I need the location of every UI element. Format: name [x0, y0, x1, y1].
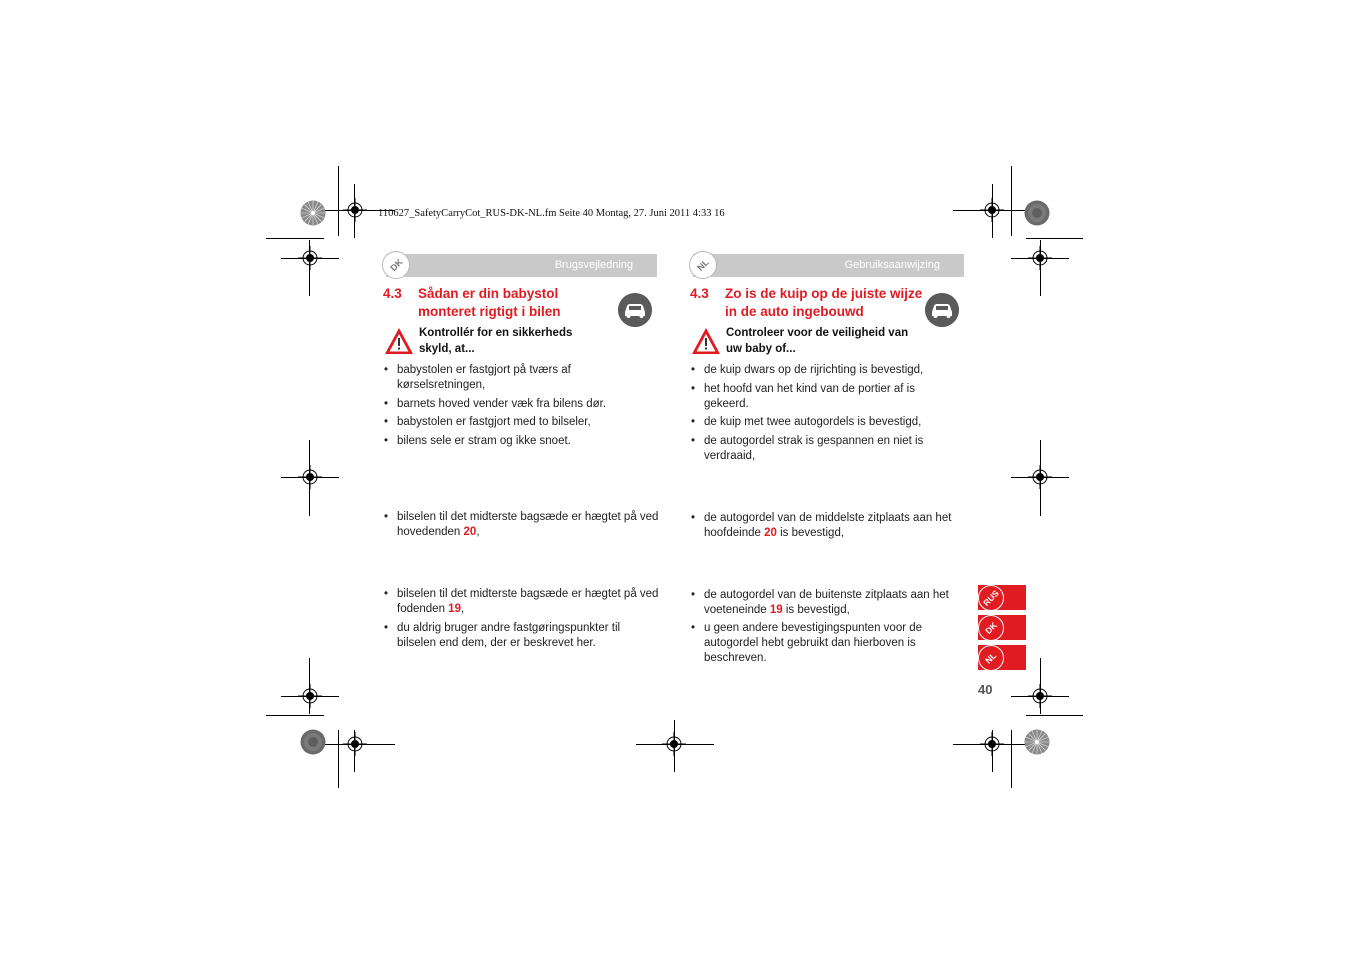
- list-item: • de kuip met twee autogordels is bevestigd,: [691, 416, 922, 428]
- part-number: 19: [769, 604, 783, 616]
- lang-tab-badge: DK: [978, 615, 1004, 641]
- part-number: 20: [764, 527, 777, 539]
- list-item: • du aldrig bruger andre fastgøringspunkter til bilselen end dem, der er beskrevet her.: [384, 622, 621, 649]
- page-number: 40: [978, 682, 993, 697]
- warning-triangle-icon: [691, 327, 721, 355]
- left-header-title: Brugsvejledning: [554, 259, 633, 271]
- color-rosette-icon: [300, 729, 326, 755]
- left-section-number: 4.3: [383, 286, 402, 301]
- lang-tab-rus[interactable]: [978, 585, 1026, 610]
- right-section-number: 4.3: [690, 286, 709, 301]
- list-item: • de autogordel van de middelste zitplaats aan het hoofdeinde 20 is bevestigd,: [691, 512, 952, 539]
- left-header-bar: [386, 254, 657, 277]
- left-warning-text: Kontrollér for en sikkerheds skyld, at...: [419, 327, 573, 355]
- lang-tab-badge: RUS: [978, 585, 1004, 611]
- part-number: 19: [448, 603, 461, 615]
- list-item: • de autogordel strak is gespannen en niet is verdraaid,: [691, 435, 924, 462]
- color-rosette-icon: [300, 200, 326, 226]
- lang-tab-nl[interactable]: [978, 645, 1026, 670]
- list-item: • barnets hoved vender væk fra bilens dør.: [384, 398, 607, 410]
- list-item: • het hoofd van het kind van de portier af is gekeerd.: [691, 383, 915, 410]
- lang-badge-nl: NL: [689, 251, 717, 279]
- print-slug: 110627_SafetyCarryCot_RUS-DK-NL.fm Seite 40 Montag, 27. Juni 2011 4:33 16: [378, 208, 725, 219]
- color-rosette-icon: [1024, 200, 1050, 226]
- list-item: • babystolen er fastgjort på tværs af kørselsretningen,: [384, 364, 571, 391]
- right-header-bar: [693, 254, 964, 277]
- list-item: • bilselen til det midterste bagsæde er hægtet på ved hovedenden 20,: [384, 511, 659, 538]
- list-item: • bilselen til det midterste bagsæde er hægtet på ved fodenden 19,: [384, 588, 659, 615]
- car-icon: [618, 293, 652, 327]
- list-item: • de autogordel van de buitenste zitplaats aan het voeteneinde 19 is bevestigd,: [691, 589, 949, 616]
- right-warning-text: Controleer voor de veiligheid van uw baby of...: [726, 327, 909, 355]
- list-item: • de kuip dwars op de rijrichting is bevestigd,: [691, 364, 924, 376]
- car-icon: [925, 293, 959, 327]
- right-header-title: Gebruiksaanwijzing: [844, 259, 940, 271]
- left-section-title: Sådan er din babystol monteret rigtigt i bilen: [418, 286, 561, 319]
- part-number: 20: [463, 526, 477, 538]
- warning-triangle-icon: [384, 327, 414, 355]
- color-rosette-icon: [1024, 729, 1050, 755]
- list-item: • babystolen er fastgjort med to bilseler,: [384, 416, 591, 428]
- left-section-heading: [383, 285, 623, 325]
- right-section-heading: [690, 285, 930, 325]
- list-item: • u geen andere bevestigingspunten voor de autogordel hebt gebruikt dan hierboven is beschreven.: [691, 622, 923, 664]
- lang-tab-badge: NL: [978, 645, 1004, 671]
- list-item: • bilens sele er stram og ikke snoet.: [384, 435, 571, 447]
- right-section-title: Zo is de kuip op de juiste wijze in de auto ingebouwd: [725, 286, 923, 319]
- lang-badge-dk: DK: [382, 251, 410, 279]
- lang-tab-dk[interactable]: [978, 615, 1026, 640]
